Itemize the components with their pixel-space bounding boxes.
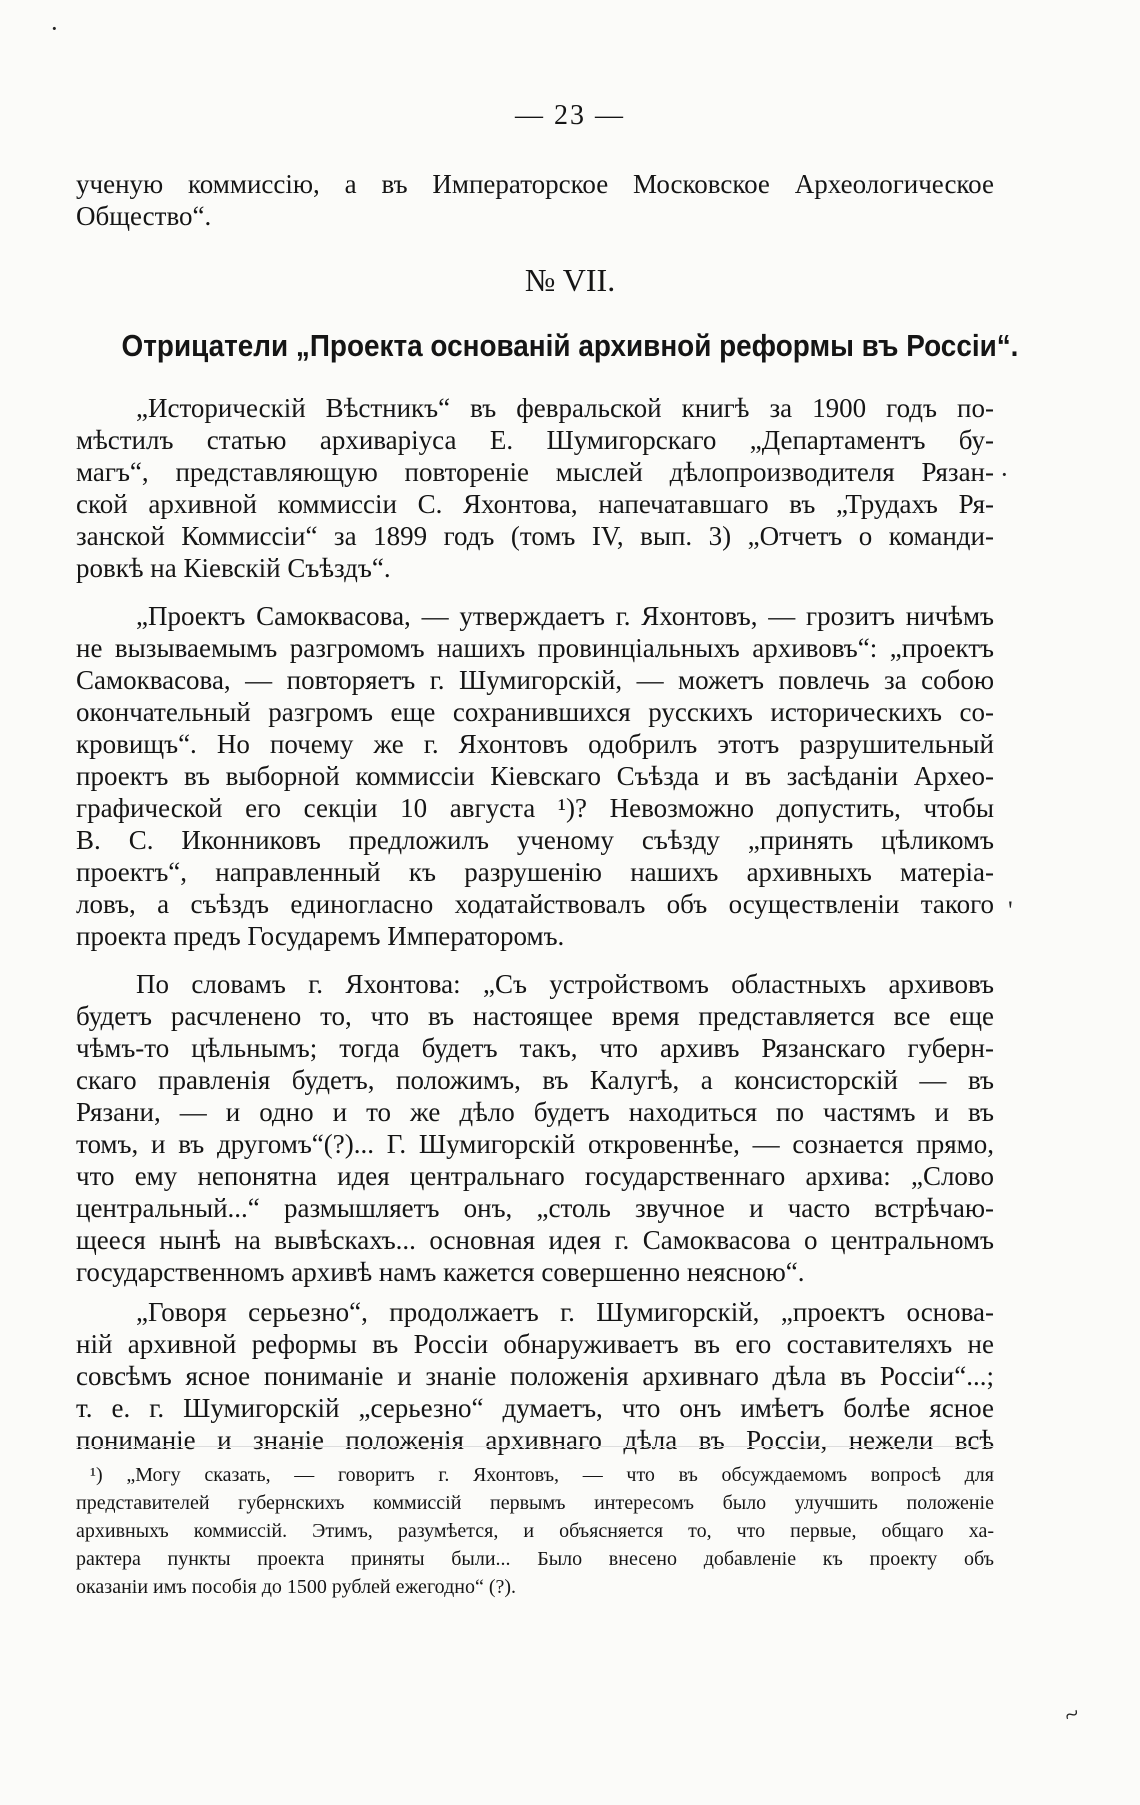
text-line: „Историческій Вѣстникъ“ въ февральской книгѣ за 1900 годъ по- xyxy=(136,393,994,423)
print-speck: · xyxy=(50,14,59,43)
section-title: Отрицатели „Проекта основаній архивной реформы въ Россіи“. xyxy=(121,328,1019,363)
text-line: мѣстилъ статью архиваріуса Е. Шумигорскаго „Департаментъ бу- xyxy=(76,425,994,455)
footnote-line: представителей губернскихъ коммиссій первымъ интересомъ было улучшить положеніе xyxy=(76,1492,994,1514)
print-speck: ' xyxy=(1008,896,1013,925)
text-line: Общество“. xyxy=(76,201,212,231)
text-line: чѣмъ-то цѣльнымъ; тогда будетъ такъ, что архивъ Рязанскаго губерн- xyxy=(76,1033,994,1063)
text-line: ровкѣ на Кіевскій Съѣздъ“. xyxy=(76,553,391,583)
text-line: ской архивной коммиссіи С. Яхонтова, напечатавшаго въ „Трудахъ Ря- xyxy=(76,489,994,519)
text-line: магъ“, представляющую повтореніе мыслей дѣлопроизводителя Рязан- xyxy=(76,457,994,487)
text-line: „Проектъ Самоквасова, — утверждаетъ г. Яхонтовъ, — грозитъ ничѣмъ xyxy=(136,601,994,631)
text-line: государственномъ архивѣ намъ кажется совершенно неясною“. xyxy=(76,1257,805,1287)
text-line: кровищъ“. Но почему же г. Яхонтовъ одобрилъ этотъ разрушительный xyxy=(76,729,994,759)
page-number: — 23 — xyxy=(515,100,625,131)
footnote-line: оказаніи имъ пособія до 1500 рублей ежегодно“ (?). xyxy=(76,1576,517,1598)
text-line: пониманіе и знаніе положенія архивнаго дѣла въ Россіи, нежели всѣ xyxy=(76,1425,994,1455)
text-line: В. С. Иконниковъ предложилъ ученому съѣзду „принять цѣликомъ xyxy=(76,825,994,855)
text-line: щееся нынѣ на вывѣскахъ... основная идея г. Самоквасова о центральномъ xyxy=(76,1225,994,1255)
text-line: окончательный разгромъ еще сохранившихся русскихъ историческихъ со- xyxy=(76,697,994,727)
text-line: совсѣмъ ясное пониманіе и знаніе положенія архивнаго дѣла въ Россіи“...; xyxy=(76,1361,994,1391)
print-speck: ~ xyxy=(1059,1698,1085,1731)
footnote-separator xyxy=(76,1446,994,1447)
text-line: т. е. г. Шумигорскій „серьезно“ думаетъ, что онъ имѣетъ болѣе ясное xyxy=(76,1393,994,1423)
text-line: графической его секціи 10 августа ¹)? Невозможно допустить, чтобы xyxy=(76,793,994,823)
text-line: Рязани, — и одно и то же дѣло будетъ находиться по частямъ и въ xyxy=(76,1097,994,1127)
text-line: проектъ въ выборной коммиссіи Кіевскаго Съѣзда и въ засѣданіи Архео- xyxy=(76,761,994,791)
text-line: не вызываемымъ разгромомъ нашихъ провинціальныхъ архивовъ“: „проектъ xyxy=(76,633,994,663)
text-line: Самоквасова, — повторяетъ г. Шумигорскій, — можетъ повлечь за собою xyxy=(76,665,994,695)
text-line: проектъ“, направленный къ разрушенію нашихъ архивныхъ матеріа- xyxy=(76,857,994,887)
footnote-line: ¹) „Могу сказать, — говоритъ г. Яхонтовъ, — что въ обсуждаемомъ вопросѣ для xyxy=(90,1464,994,1486)
section-number: № VII. xyxy=(524,262,616,298)
text-line: томъ, и въ другомъ“(?)... Г. Шумигорскій откровеннѣе, — сознается прямо, xyxy=(76,1129,994,1159)
text-line: ловъ, а съѣздъ единогласно ходатайствовалъ объ осуществленіи такого xyxy=(76,889,994,919)
footnote-line: архивныхъ коммиссій. Этимъ, разумѣется, и объясняется то, что первые, общаго ха- xyxy=(76,1520,994,1542)
text-line: будетъ расчленено то, что въ настоящее время представляется все еще xyxy=(76,1001,994,1031)
text-line: скаго правленія будетъ, положимъ, въ Калугѣ, а консисторскій — въ xyxy=(76,1065,994,1095)
text-line: что ему непонятна идея центральнаго государственнаго архива: „Слово xyxy=(76,1161,994,1191)
text-line: ній архивной реформы въ Россіи обнаруживаетъ въ его составителяхъ не xyxy=(76,1329,994,1359)
footnote-line: рактера пункты проекта приняты были... Было внесено добавленіе къ проекту объ xyxy=(76,1548,994,1570)
text-line: проекта предъ Государемъ Императоромъ. xyxy=(76,921,565,951)
text-line: По словамъ г. Яхонтова: „Съ устройствомъ областныхъ архивовъ xyxy=(136,969,994,999)
text-line: „Говоря серьезно“, продолжаетъ г. Шумигорскій, „проектъ основа- xyxy=(136,1297,994,1327)
text-line: занской Коммиссіи“ за 1899 годъ (томъ IV, вып. 3) „Отчетъ о команди- xyxy=(76,521,994,551)
print-speck: · xyxy=(1000,460,1009,489)
text-line: центральный...“ размышляетъ онъ, „столь звучное и часто встрѣчаю- xyxy=(76,1193,994,1223)
text-line: ученую коммиссію, а въ Императорское Московское Археологическое xyxy=(76,169,994,199)
